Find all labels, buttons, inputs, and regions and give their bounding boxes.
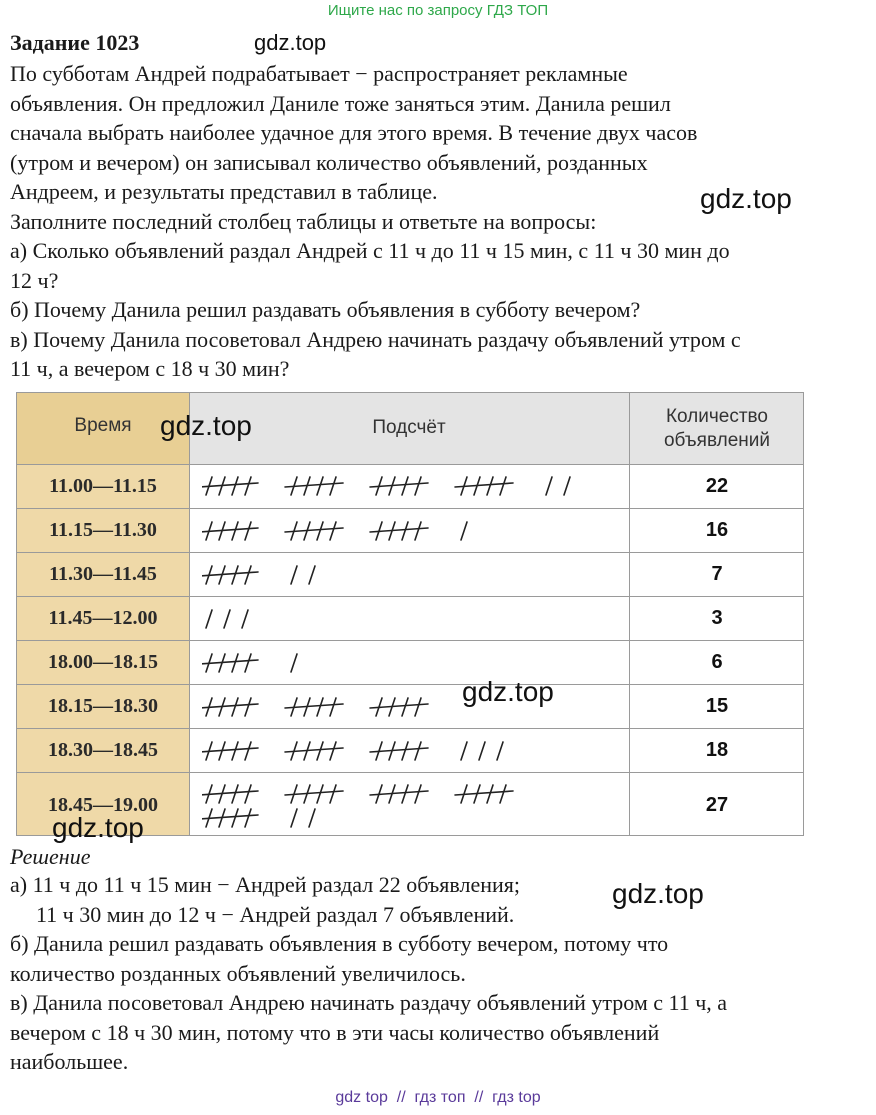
tally-stroke: [546, 477, 552, 495]
watermark: gdz.top: [254, 30, 327, 55]
tally-stroke: [330, 742, 336, 760]
problem-line: 12 ч?: [10, 267, 59, 293]
tally-stroke: [291, 654, 297, 672]
tally-stroke: [317, 785, 323, 803]
watermark: gdz.top: [160, 410, 252, 441]
tally-stroke: [402, 477, 408, 495]
tally-stroke: [291, 566, 297, 584]
tally-stroke: [487, 785, 493, 803]
tally-stroke: [497, 742, 503, 760]
solution-line: в) Данила посоветовал Андрею начинать раздачу объявлений утром с 11 ч, а: [10, 990, 728, 1015]
task-title: Задание 1023: [10, 30, 140, 55]
tally-stroke: [291, 809, 297, 827]
tally-marks: [202, 466, 622, 508]
tally-stroke: [206, 610, 212, 628]
problem-line: а) Сколько объявлений раздал Андрей с 11 ч до 11 ч 15 мин, с 11 ч 30 мин до: [10, 238, 730, 263]
top-banner[interactable]: Ищите нас по запросу ГДЗ ТОП: [327, 2, 549, 19]
tally-stroke: [224, 610, 230, 628]
tally-marks: [202, 598, 622, 640]
solution-title: Решение: [10, 844, 91, 869]
tally-stroke: [242, 610, 248, 628]
table-row: [17, 552, 803, 596]
tally-stroke: [245, 566, 251, 584]
problem-line: объявления. Он предложил Даниле тоже заняться этим. Данила решил: [10, 90, 671, 116]
time-cell: 11.00—11.15: [49, 475, 157, 497]
count-cell: 27: [705, 793, 729, 816]
tally-stroke: [245, 809, 251, 827]
header-count: [629, 405, 805, 453]
count-cell: 7: [711, 563, 723, 585]
tally-cell: [202, 597, 622, 640]
tally-cell: [202, 729, 622, 772]
tally-stroke: [415, 742, 421, 760]
problem-line: (утром и вечером) он записывал количество объявлений, розданных: [10, 149, 648, 175]
tally-stroke: [317, 477, 323, 495]
watermark: gdz.top: [700, 183, 792, 214]
tally-stroke: [245, 742, 251, 760]
tally-cell: [202, 509, 622, 552]
solution-line: а) 11 ч до 11 ч 15 мин − Андрей раздал 22 объявления;: [10, 872, 520, 897]
header-count-line: Количество: [665, 406, 769, 427]
tally-stroke: [232, 654, 238, 672]
header-count-line: объявлений: [663, 430, 770, 451]
tally-cell: [202, 773, 622, 837]
table-row: [17, 596, 803, 640]
solution-line: количество розданных объявлений увеличилось.: [10, 960, 466, 986]
tally-stroke: [232, 698, 238, 716]
time-cell: 11.30—11.45: [49, 563, 157, 585]
solution-line: наибольшее.: [10, 1049, 129, 1074]
header-tally: Подсчёт: [372, 417, 446, 438]
count-cell: 22: [705, 475, 729, 497]
tally-stroke: [232, 785, 238, 803]
tally-stroke: [317, 522, 323, 540]
table-row: [17, 684, 803, 728]
footer-links[interactable]: gdz top // гдз топ // гдз top: [335, 1089, 541, 1106]
tally-stroke: [245, 522, 251, 540]
tally-stroke: [402, 522, 408, 540]
tally-stroke: [317, 742, 323, 760]
tally-stroke: [415, 522, 421, 540]
time-cell: 18.45—19.00: [48, 793, 158, 816]
tally-marks: [202, 510, 622, 552]
tally-stroke: [232, 809, 238, 827]
tally-stroke: [330, 522, 336, 540]
problem-line: сначала выбрать наиболее удачное для этого время. В течение двух часов: [10, 120, 698, 145]
problem-line: Заполните последний столбец таблицы и ответьте на вопросы:: [10, 208, 597, 234]
tally-stroke: [309, 566, 315, 584]
time-cell: 18.00—18.15: [48, 651, 158, 673]
table-row: [17, 728, 803, 772]
table-row: [17, 640, 803, 684]
watermark: gdz.top: [462, 676, 554, 707]
tally-stroke: [402, 785, 408, 803]
tally-stroke: [330, 698, 336, 716]
problem-line: По субботам Андрей подрабатывает − распространяет рекламные: [10, 61, 628, 86]
tally-stroke: [232, 522, 238, 540]
solution-line: 11 ч 30 мин до 12 ч − Андрей раздал 7 объявлений.: [36, 901, 515, 927]
solution-text: [10, 844, 870, 1077]
tally-stroke: [245, 477, 251, 495]
table-row: [17, 464, 803, 508]
table-row: [17, 508, 803, 552]
header-time: Время: [74, 415, 132, 436]
tally-stroke: [330, 785, 336, 803]
solution-line: вечером с 18 ч 30 мин, потому что в эти часы количество объявлений: [10, 1019, 660, 1045]
tally-stroke: [461, 522, 467, 540]
tally-stroke: [232, 477, 238, 495]
time-cell: 18.30—18.45: [48, 739, 158, 761]
count-cell: 3: [711, 607, 723, 629]
tally-stroke: [309, 809, 315, 827]
tally-marks: [202, 554, 622, 596]
tally-cell: [202, 641, 622, 684]
tally-stroke: [500, 785, 506, 803]
tally-marks: [202, 774, 622, 837]
problem-line: 11 ч, а вечером с 18 ч 30 мин?: [10, 356, 290, 381]
tally-cell: [202, 465, 622, 508]
count-cell: 6: [711, 651, 723, 673]
tally-stroke: [245, 785, 251, 803]
tally-stroke: [415, 785, 421, 803]
tally-marks: [202, 686, 622, 728]
tally-stroke: [330, 477, 336, 495]
tally-cell: [202, 685, 622, 728]
tally-stroke: [232, 566, 238, 584]
tally-stroke: [487, 477, 493, 495]
time-cell: 18.15—18.30: [48, 695, 158, 717]
tally-stroke: [402, 698, 408, 716]
tally-stroke: [245, 698, 251, 716]
tally-marks: [202, 730, 622, 772]
tally-stroke: [415, 698, 421, 716]
tally-stroke: [461, 742, 467, 760]
count-cell: 18: [705, 739, 729, 761]
count-cell: 15: [705, 695, 729, 717]
watermark: gdz.top: [612, 878, 704, 909]
tally-stroke: [402, 742, 408, 760]
tally-stroke: [245, 654, 251, 672]
tally-table: [16, 392, 804, 836]
time-cell: 11.15—11.30: [49, 519, 157, 541]
problem-line: Андреем, и результаты представил в таблице.: [10, 179, 438, 204]
tally-stroke: [564, 477, 570, 495]
tally-stroke: [500, 477, 506, 495]
problem-line: б) Почему Данила решил раздавать объявления в субботу вечером?: [10, 297, 641, 322]
tally-stroke: [415, 477, 421, 495]
problem-text: [10, 59, 870, 384]
tally-stroke: [317, 698, 323, 716]
tally-marks: [202, 642, 622, 684]
time-cell: 11.45—12.00: [48, 607, 158, 629]
solution-line: б) Данила решил раздавать объявления в субботу вечером, потому что: [10, 931, 669, 956]
tally-cell: [202, 553, 622, 596]
count-cell: 16: [705, 519, 729, 541]
problem-line: в) Почему Данила посоветовал Андрею начинать раздачу объявлений утром с: [10, 326, 741, 352]
tally-stroke: [232, 742, 238, 760]
tally-stroke: [479, 742, 485, 760]
watermark: gdz.top: [52, 812, 144, 843]
